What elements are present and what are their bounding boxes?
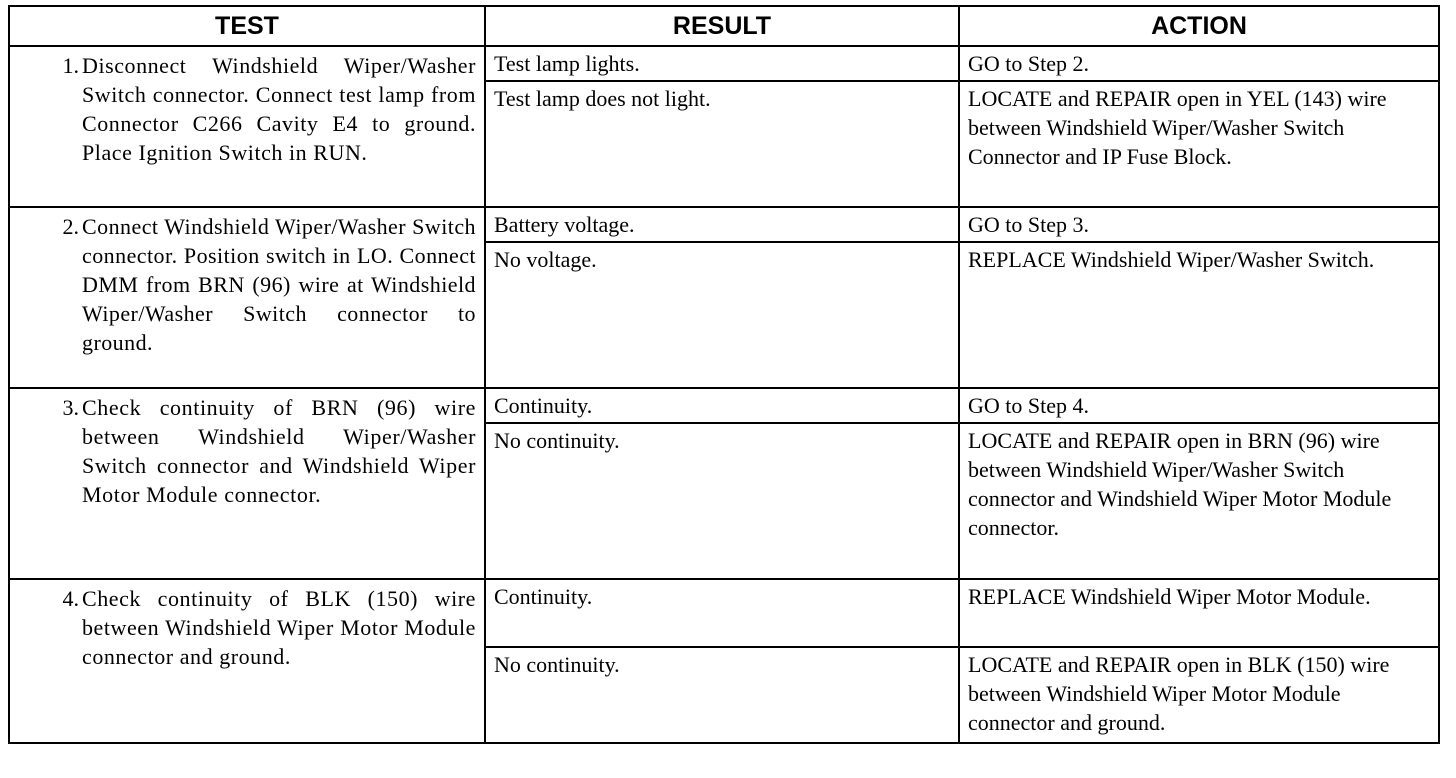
action-cell: LOCATE and REPAIR open in BRN (96) wire between Windshield Wiper/Washer Switch connector and Windshield Wiper Motor Module connector. [959,423,1439,579]
action-cell: GO to Step 2. [959,46,1439,81]
test-cell [9,46,485,207]
table-row [9,388,1439,423]
action-cell: LOCATE and REPAIR open in YEL (143) wire between Windshield Wiper/Washer Switch Connector and IP Fuse Block. [959,81,1439,207]
result-cell: Test lamp lights. [485,46,959,81]
header-test: TEST [9,6,485,46]
test-text: Check continuity of BRN (96) wire between Windshield Wiper/Washer Switch connector and Windshield Wiper Motor Module connector. [82,395,476,507]
result-cell: Continuity. [485,579,959,647]
table-row [9,207,1439,242]
header-row [9,6,1439,46]
step-number: 2. [62,214,79,239]
step-number: 1. [62,53,79,78]
step-number: 3. [62,395,79,420]
test-text: Connect Windshield Wiper/Washer Switch connector. Position switch in LO. Connect DMM from BRN (96) wire at Windshield Wiper/Washer Switch connector to ground. [82,214,476,355]
test-text: Disconnect Windshield Wiper/Washer Switch connector. Connect test lamp from Connector C266 Cavity E4 to ground. Place Ignition Switch in RUN. [82,53,476,165]
step-number: 4. [62,586,79,611]
result-cell: Test lamp does not light. [485,81,959,207]
diagnostic-table [8,5,1440,744]
result-cell: No continuity. [485,647,959,743]
result-cell: No voltage. [485,242,959,388]
action-cell: REPLACE Windshield Wiper/Washer Switch. [959,242,1439,388]
header-result: RESULT [485,6,959,46]
table-row [9,579,1439,647]
result-cell: Battery voltage. [485,207,959,242]
header-action: ACTION [959,6,1439,46]
test-cell [9,579,485,743]
action-cell: REPLACE Windshield Wiper Motor Module. [959,579,1439,647]
result-cell: No continuity. [485,423,959,579]
test-cell [9,207,485,388]
result-cell: Continuity. [485,388,959,423]
table-row [9,46,1439,81]
action-cell: LOCATE and REPAIR open in BLK (150) wire between Windshield Wiper Motor Module connector and ground. [959,647,1439,743]
test-text: Check continuity of BLK (150) wire between Windshield Wiper Motor Module connector and ground. [82,586,476,669]
test-cell [9,388,485,579]
action-cell: GO to Step 4. [959,388,1439,423]
action-cell: GO to Step 3. [959,207,1439,242]
